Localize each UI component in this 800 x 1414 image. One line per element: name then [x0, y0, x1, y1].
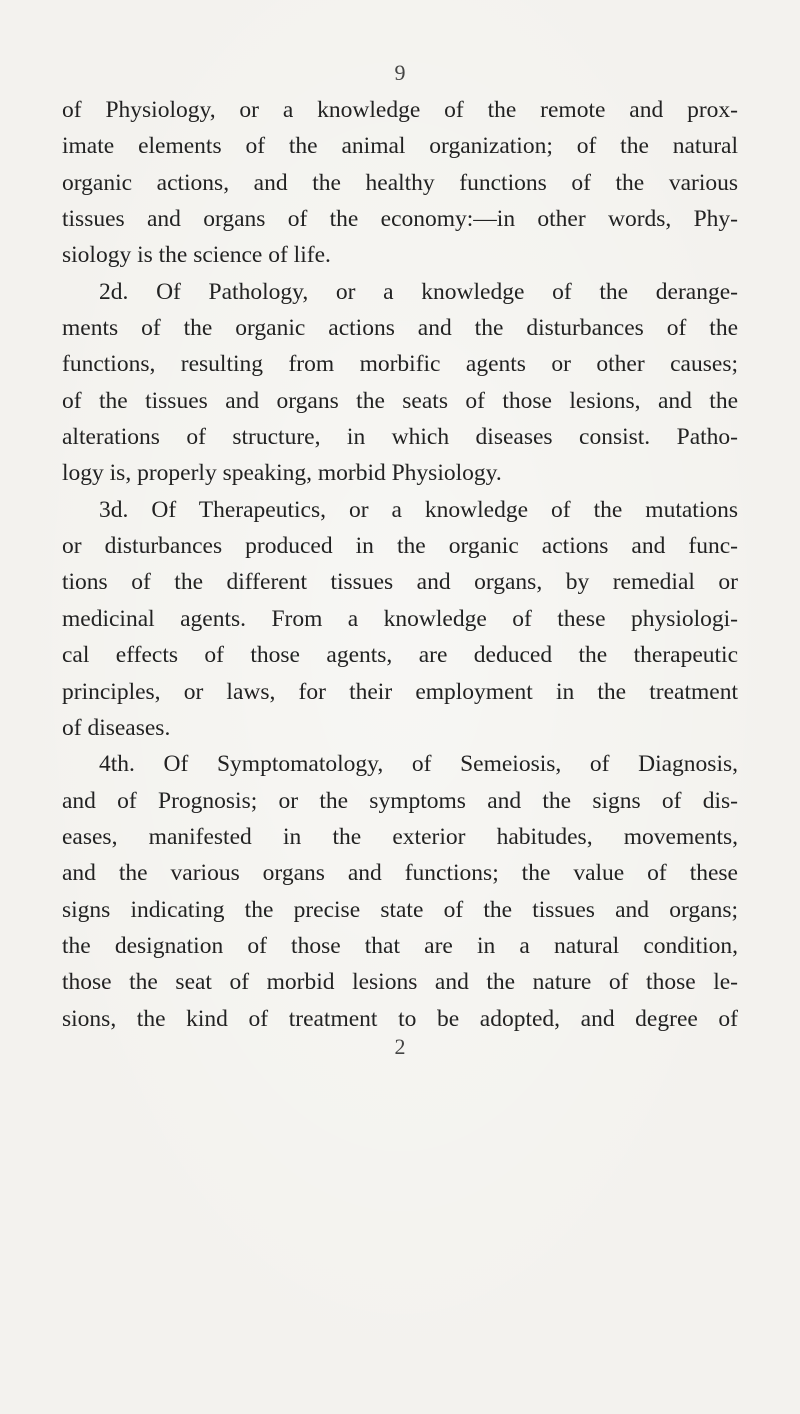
text-line: siology is the science of life.	[62, 242, 331, 269]
text-line: ments of the organic actions and the disturbances of the	[62, 315, 738, 342]
text-line: medicinal agents. From a knowledge of these physiologi-	[62, 605, 738, 632]
text-line: sions, the kind of treatment to be adopted, and degree of	[62, 1005, 738, 1032]
text-line: functions, resulting from morbific agents or other causes;	[62, 351, 738, 378]
text-line: eases, manifested in the exterior habitudes, movements,	[62, 823, 738, 850]
text-line: 3d. Of Therapeutics, or a knowledge of the mutations	[99, 496, 738, 523]
body-text	[62, 92, 738, 1037]
text-line: organic actions, and the healthy functions of the various	[62, 169, 738, 196]
text-line: logy is, properly speaking, morbid Physiology.	[62, 460, 502, 487]
text-line: principles, or laws, for their employment in the treatment	[62, 678, 738, 705]
text-line: of diseases.	[62, 714, 171, 741]
page-number: 9	[394, 60, 406, 85]
text-line: tions of the different tissues and organs, by remedial or	[62, 569, 738, 596]
text-line: or disturbances produced in the organic actions and func-	[62, 533, 738, 560]
text-line: and of Prognosis; or the symptoms and the signs of dis-	[62, 787, 738, 814]
text-line: imate elements of the animal organization; of the natural	[62, 133, 738, 160]
text-line: those the seat of morbid lesions and the nature of those le-	[62, 969, 738, 996]
text-line: cal effects of those agents, are deduced the therapeutic	[62, 642, 738, 669]
text-line: and the various organs and functions; the value of these	[62, 860, 738, 887]
text-line: tissues and organs of the economy:—in other words, Phy-	[62, 206, 738, 233]
text-line: of the tissues and organs the seats of those lesions, and the	[62, 387, 738, 414]
text-line: signs indicating the precise state of the tissues and organs;	[62, 896, 738, 923]
signature-mark: 2	[394, 1034, 406, 1059]
text-line: 4th. Of Symptomatology, of Semeiosis, of Diagnosis,	[99, 751, 738, 778]
text-line: alterations of structure, in which diseases consist. Patho-	[62, 424, 738, 451]
text-line: 2d. Of Pathology, or a knowledge of the derange-	[99, 278, 738, 305]
text-line: the designation of those that are in a natural condition,	[62, 932, 738, 959]
text-line: of Physiology, or a knowledge of the remote and prox-	[62, 97, 738, 123]
